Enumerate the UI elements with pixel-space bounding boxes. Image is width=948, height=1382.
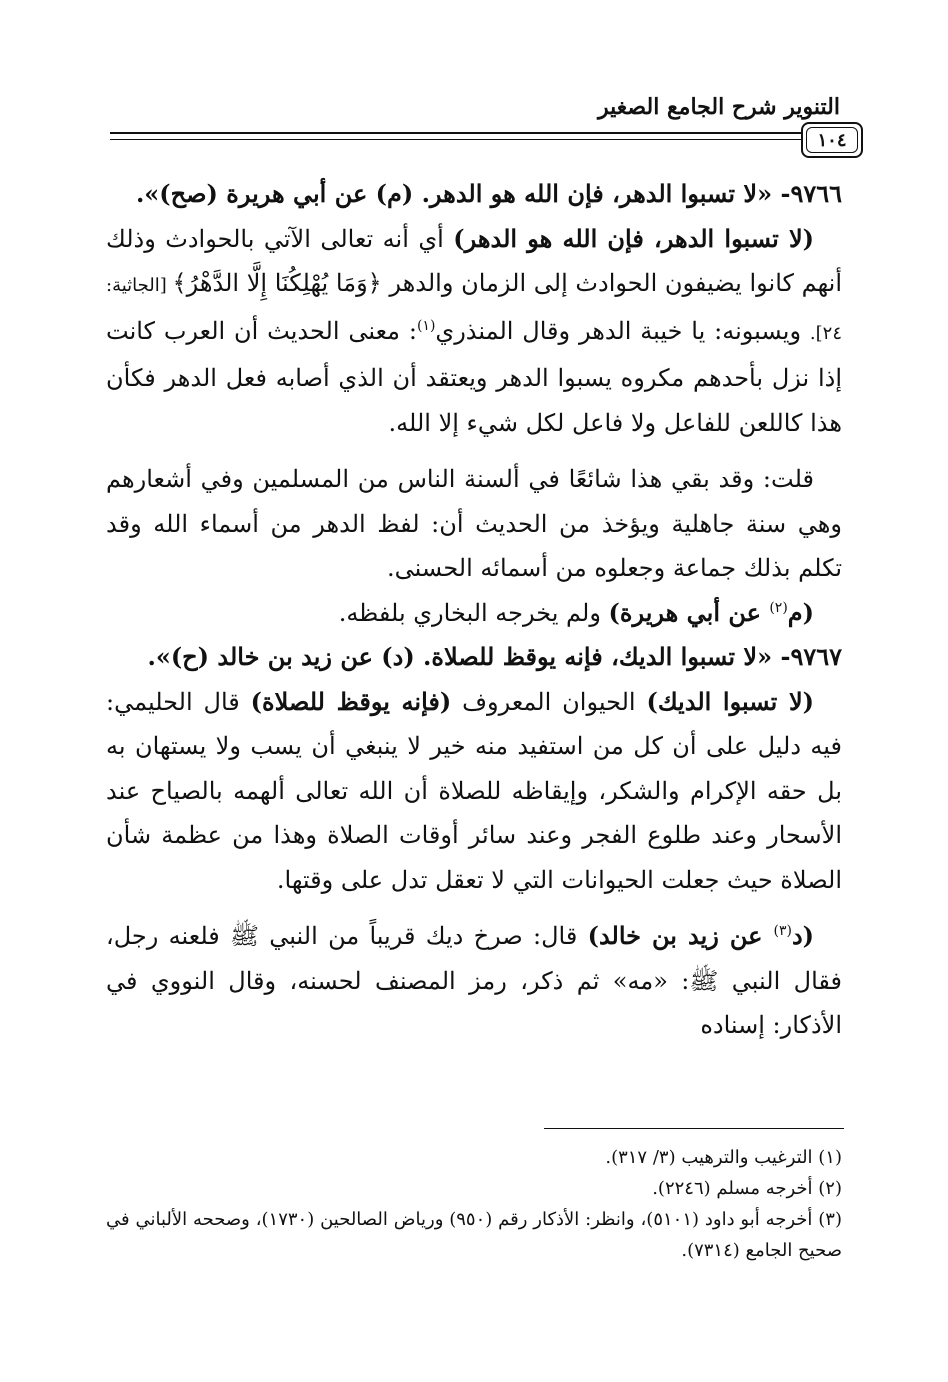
- footnote-ref: (٣): [773, 923, 792, 939]
- footnote-ref: (١): [416, 317, 436, 334]
- quoted-phrase: (لا تسبوا الديك): [646, 686, 814, 716]
- commentary-paragraph: [106, 680, 842, 903]
- book-title: التنوير شرح الجامع الصغير: [598, 94, 840, 120]
- hadith-text: «لا تسبوا الديك، فإنه يوقظ للصلاة. (د) عن زيد بن خالد (ح)».: [147, 642, 773, 671]
- commentary-text: أي أنه تعالى الآتي بالحوادث وذلك أنهم كانوا يضيفون الحوادث إلى الزمان والدهر: [106, 224, 842, 297]
- main-text: [106, 172, 842, 1048]
- footnote-separator: [544, 1128, 844, 1129]
- source-text: ولم يخرجه البخاري بلفظه.: [338, 598, 609, 627]
- footnote-ref: (٢): [769, 599, 788, 616]
- quran-reference: [الجاثية: ٢٤].: [106, 275, 843, 344]
- quoted-phrase: (فإنه يوقظ للصلاة): [250, 686, 452, 716]
- page-number: [801, 122, 863, 158]
- quran-quote: ﴿وَمَا يُهْلِكُنَا إِلَّا الدَّهْرُ﴾: [172, 269, 382, 297]
- source-paragraph: [106, 591, 842, 636]
- footnote-1: (١) الترغيب والترهيب (٣/ ٣١٧).: [605, 1147, 842, 1168]
- hadith-number: ٩٧٦٦-: [772, 179, 842, 208]
- commentary-text: قال الحليمي: فيه دليل على أن كل من استفيد منه خير لا ينبغي أن يسب ولا يستهان به بل حقه الإكرام والشكر، وإيقاظه للصلاة أن الله تعالى ألهمه بالصياح عند الأسحار وعند طلوع الفجر وعند سائر أوقات الصلاة وهذا من عظمة شأن الصلاة حيث جعلت الحيوانات التي لا تعقل تدل على وقتها.: [106, 687, 843, 894]
- hadith-text: «لا تسبوا الدهر، فإن الله هو الدهر. (م) عن أبي هريرة (صح)».: [135, 179, 773, 208]
- commentary-text: الحيوان المعروف: [451, 687, 647, 716]
- source-narrator: عن زيد بن خالد): [587, 921, 774, 950]
- footnote-2: (٢) أخرجه مسلم (٢٢٤٦).: [652, 1178, 842, 1199]
- source-paragraph: [106, 914, 842, 1048]
- hadith-number: ٩٧٦٧-: [772, 642, 842, 671]
- header-rule-thin: [110, 139, 835, 140]
- source-narrator: عن أبي هريرة): [608, 597, 770, 627]
- source-open: (م: [787, 597, 814, 627]
- hadith-heading-9767: [106, 635, 842, 680]
- commentary-paragraph: [106, 217, 842, 446]
- header-rule: [110, 132, 835, 144]
- commentary-text: ويسبونه: يا خيبة الدهر وقال المنذري: [435, 316, 810, 345]
- source-text: قال: صرخ ديك قريباً من النبي ﷺ فلعنه رجل، فقال النبي ﷺ: «مه» ثم ذكر، رمز المصنف لحسنه، وقال النووي في الأذكار: إسناده: [106, 922, 843, 1039]
- footnote-3: (٣) أخرجه أبو داود (٥١٠١)، وانظر: الأذكار رقم (٩٥٠) ورياض الصالحين (١٧٣٠)، وصححه الألباني في صحيح الجامع (٧٣١٤).: [106, 1209, 842, 1261]
- commentary-paragraph: قلت: وقد بقي هذا شائعًا في ألسنة الناس من المسلمين وفي أشعارهم وهي سنة جاهلية ويؤخذ من الحديث أن: لفظ الدهر من أسماء الله وقد تكلم بذلك جماعة وجعلوه من أسمائه الحسنى.: [106, 465, 842, 582]
- page-number-text: ١٠٤: [817, 129, 847, 151]
- commentary-text: : معنى الحديث أن العرب كانت إذا نزل بأحدهم مكروه يسبوا الدهر ويعتقد أن الذي أصابه فعل الدهر فكأن هذا كاللعن للفاعل ولا فاعل لكل شيء إلا الله.: [106, 316, 842, 437]
- quoted-phrase: (لا تسبوا الدهر، فإن الله هو الدهر): [453, 223, 815, 253]
- source-open: (د: [791, 921, 814, 950]
- header-rule-thick: [110, 132, 835, 134]
- hadith-heading-9766: [106, 172, 842, 217]
- footnotes: [106, 1142, 842, 1266]
